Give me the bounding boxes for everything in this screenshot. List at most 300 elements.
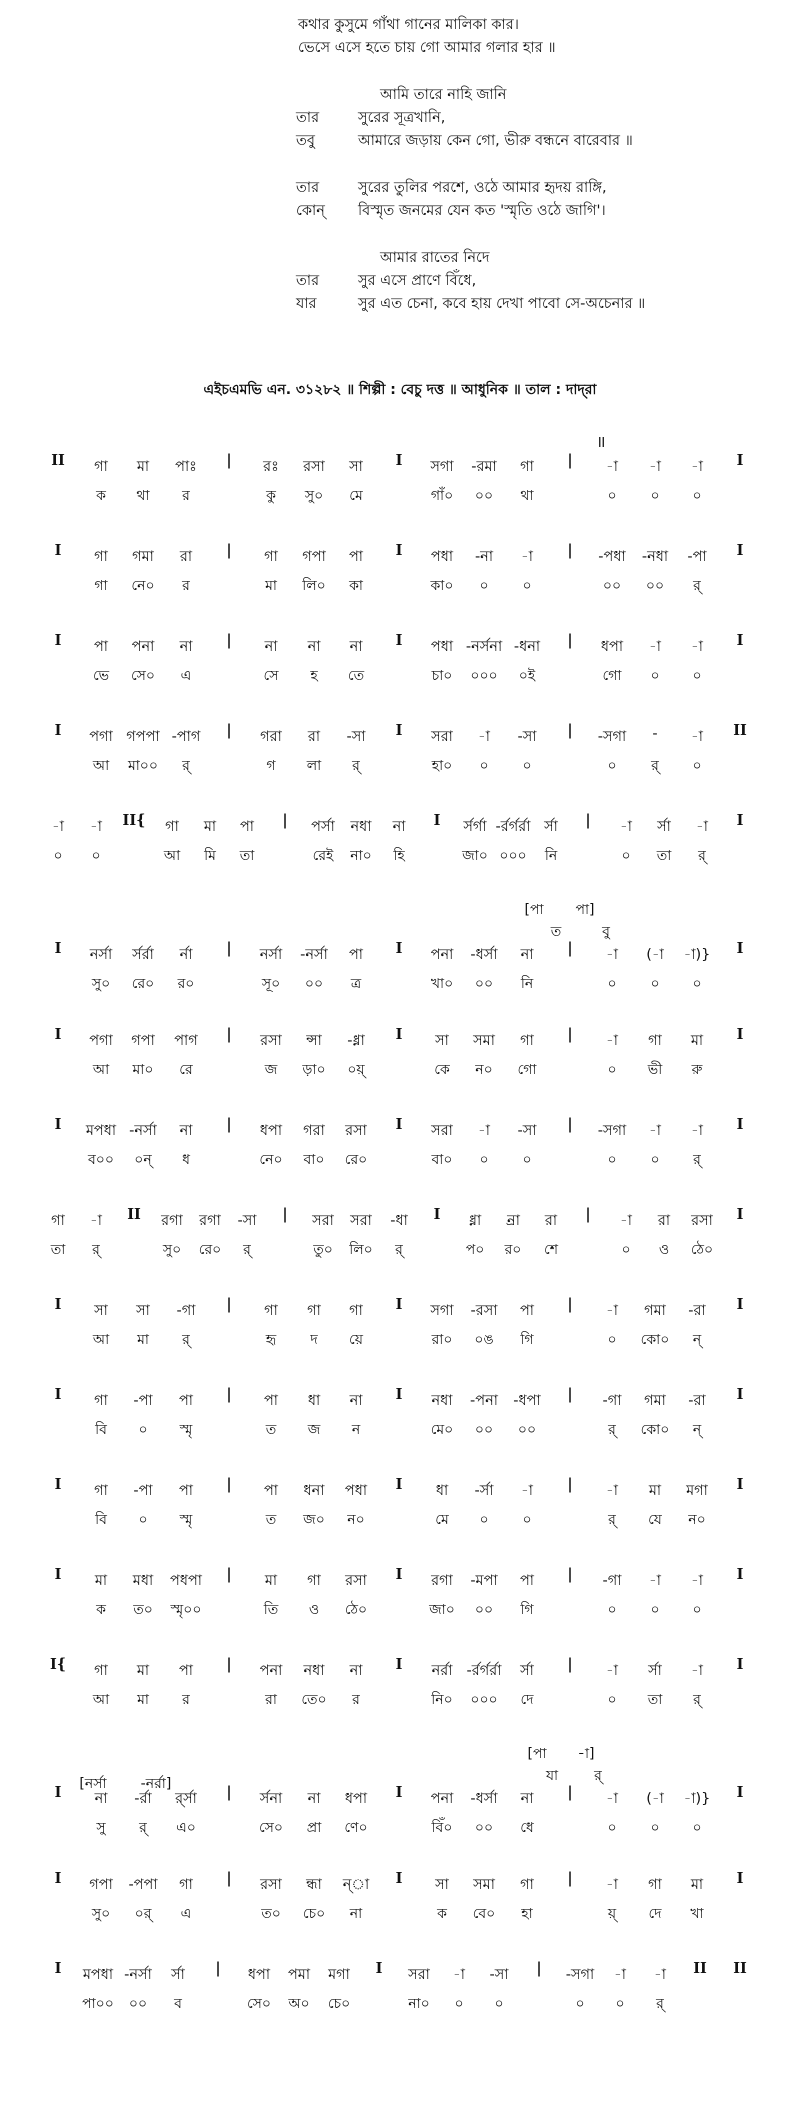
swara-note: -সা (517, 729, 537, 745)
bracket-annotation: র্ (594, 1768, 602, 1784)
swara-line (0, 1116, 800, 1144)
lyric-syllable: ০০০ (499, 848, 527, 864)
lyric-syllable: লা (306, 758, 322, 774)
swara-note: পা (93, 639, 109, 655)
bar-line: I (395, 722, 403, 739)
swara-note: না (264, 639, 278, 655)
lyric-syllable: মা০ (132, 1062, 154, 1078)
swara-note: সরা (431, 1123, 453, 1139)
swara-note: রা (657, 1213, 671, 1229)
lyric-syllable: রু (691, 1062, 703, 1078)
swara-note: ন্ধা (306, 1877, 322, 1893)
lyric-syllable: ০ (575, 1996, 585, 2012)
bar-line: I (736, 1566, 744, 1583)
swara-line (0, 1386, 800, 1414)
lyric-syllable: র্ (243, 1242, 251, 1258)
lyric-syllable: ক (96, 1602, 106, 1618)
swara-note: সগা (430, 1303, 454, 1319)
bar-line: | (567, 722, 573, 739)
swara-note: -া)} (683, 947, 711, 963)
lyric-syllable: প্রা (306, 1820, 322, 1836)
bar-line: I (736, 1386, 744, 1403)
lyric-syllable: ০ (91, 848, 101, 864)
lyric-syllable: ০০ (645, 578, 665, 594)
lyric-syllable: আ (92, 1332, 110, 1348)
swara-note: পা (348, 549, 364, 565)
swara-note: -পা (687, 549, 707, 565)
bar-line: | (567, 542, 573, 559)
swara-note: গরা (303, 1123, 325, 1139)
bar-line: I (736, 452, 744, 469)
lyric-syllable: সু০ (162, 1242, 182, 1258)
swara-note: না (520, 947, 534, 963)
swara-note: পা (263, 1483, 279, 1499)
swara-note: -পনা (470, 1393, 498, 1409)
notation-row (0, 538, 800, 604)
bar-line: I (395, 1296, 403, 1313)
swara-note: সরা (408, 1967, 430, 1983)
swara-note: -া (620, 1213, 632, 1229)
swara-note: গা (648, 1877, 662, 1893)
lyric-syllable: ০ (692, 668, 702, 684)
swara-note: পনা (430, 1791, 454, 1807)
notation-row (0, 1472, 800, 1538)
swara-note: পা (178, 1663, 194, 1679)
swara-note: -া (606, 1303, 618, 1319)
lyric-syllable: র্ (608, 1512, 616, 1528)
swara-note: সা (136, 1303, 150, 1319)
lyrics-line (0, 293, 800, 316)
lyrics-verse (0, 177, 800, 223)
swara-note: সরা (431, 729, 453, 745)
swara-note: -সা (346, 729, 366, 745)
lyric-syllable: রে০ (344, 1152, 368, 1168)
bar-line: I (736, 1870, 744, 1887)
swara-note: রসা (345, 1573, 367, 1589)
lyric-syllable: যে (648, 1512, 662, 1528)
lyric-syllable: ত০ (261, 1906, 281, 1922)
lyric-syllable: পা০০ (82, 1996, 114, 2012)
lyric-syllable: সু০ (91, 1906, 111, 1922)
lyric-syllable: স্মৃ০০ (170, 1602, 202, 1618)
swara-note: ধা (307, 1393, 321, 1409)
swara-note: গা (94, 549, 108, 565)
lyric-syllable: আ (92, 758, 110, 774)
swara-note: ধপা (247, 1967, 271, 1983)
bar-line: | (585, 1206, 591, 1223)
swara-note: -া (614, 1967, 626, 1983)
lyric-syllable-line (0, 1598, 800, 1622)
swara-note: -ধ্না (347, 1033, 365, 1049)
lyric-syllable: কো০ (640, 1422, 670, 1438)
bar-line: I (395, 1476, 403, 1493)
lyric-syllable: গা (94, 578, 108, 594)
lyric-syllable: দে (520, 1692, 534, 1708)
lyric-syllable: ব০০ (88, 1152, 114, 1168)
bar-line: I (736, 1026, 744, 1043)
bar-line: | (226, 1386, 232, 1403)
swara-note: ধপা (600, 639, 624, 655)
lyric-syllable-line (0, 1992, 800, 2016)
bar-line: I (54, 1476, 62, 1493)
lyric-syllable: ন০ (347, 1512, 365, 1528)
swara-note: রগা (199, 1213, 221, 1229)
bar-line: I (736, 1656, 744, 1673)
swara-note: পা (178, 1483, 194, 1499)
lyric-syllable: এ (180, 668, 192, 684)
swara-note: রগা (161, 1213, 183, 1229)
lyric-syllable: ০ (607, 1602, 617, 1618)
swara-note: র্সা (544, 819, 558, 835)
lyrics-line (0, 14, 800, 37)
lyric-syllable: থা (520, 488, 534, 504)
swara-note: পা (519, 1303, 535, 1319)
swara-note: পা (239, 819, 255, 835)
lyric-syllable: মা (137, 1332, 149, 1348)
lyric-syllable: ০ (692, 1820, 702, 1836)
lyric-syllable: ০ই (518, 668, 536, 684)
swara-note: রসা (260, 1033, 282, 1049)
lyric-syllable: ত (265, 1512, 277, 1528)
swara-note: রা (307, 729, 321, 745)
bracket-annotation: পা] (575, 902, 595, 918)
bar-line: I (736, 812, 744, 829)
swara-note: পধা (344, 1483, 368, 1499)
lyric-syllable: ০ (650, 1820, 660, 1836)
lyric-syllable: ০ (650, 976, 660, 992)
bar-line: II (51, 452, 65, 469)
swara-note: -সা (237, 1213, 257, 1229)
swara-note: মধা (132, 1573, 154, 1589)
lyric-syllable: ও (658, 1242, 670, 1258)
swara-note: পধা (430, 549, 454, 565)
bar-line: | (226, 940, 232, 957)
lyric-syllable: থা (136, 488, 150, 504)
swara-note: গা (51, 1213, 65, 1229)
swara-note: পাগ (174, 1033, 198, 1049)
bar-line: I (54, 1870, 62, 1887)
bar-line: | (282, 812, 288, 829)
lyric-syllable: মা০০ (127, 758, 159, 774)
lyric-syllable: হা০ (431, 758, 453, 774)
lyric-syllable: ০ (138, 1422, 148, 1438)
bar-line: I (395, 1566, 403, 1583)
swara-note: গা (264, 1303, 278, 1319)
lyric-syllable: ০ (522, 578, 532, 594)
record-info: এইচএমভি এন. ৩১২৮২ ॥ শিল্পী : বেচু দত্ত ॥ আধুনিক ॥ তাল : দাদ্‌রা (203, 382, 597, 398)
lyric-syllable: ঠে০ (344, 1602, 368, 1618)
swara-note: -নর্সা (300, 947, 328, 963)
swara-note: -া (606, 459, 618, 475)
bar-line: | (567, 940, 573, 957)
swara-note: না (520, 1791, 534, 1807)
lyric-syllable: না০ (408, 1996, 430, 2012)
lyric-syllable: ন্ (692, 1422, 702, 1438)
lyrics-line-label: তার (296, 110, 320, 126)
lyric-syllable: ০ (479, 1152, 489, 1168)
swara-note: সরা (350, 1213, 372, 1229)
lyric-syllable: গো (602, 668, 622, 684)
swara-line (0, 1206, 800, 1234)
lyrics-line-label: তার (296, 180, 320, 196)
swara-note: র্সনা (259, 1791, 283, 1807)
lyrics-line-text: বিস্মৃত জনমের যেন কত 'স্মৃতি ওঠে জাগি'। (358, 203, 606, 219)
swara-note: মা (136, 459, 150, 475)
lyric-syllable-line (0, 972, 800, 996)
swara-note: না (179, 1123, 193, 1139)
swara-note: ধপা (259, 1123, 283, 1139)
notation-row (0, 448, 800, 514)
swara-note: -পা (133, 1483, 153, 1499)
lyric-syllable: জা০ (429, 1602, 455, 1618)
swara-note: -া (521, 549, 533, 565)
swara-line (0, 1476, 800, 1504)
swara-note: সমা (473, 1877, 495, 1893)
lyric-syllable: গি (520, 1602, 534, 1618)
bar-line: II{ (122, 812, 146, 829)
swara-note: ন্রা (506, 1213, 520, 1229)
bar-line: I (54, 940, 62, 957)
swara-line (0, 1656, 800, 1684)
lyric-syllable: র্ (608, 1422, 616, 1438)
swara-note: -া (649, 1573, 661, 1589)
swara-note: -া (453, 1967, 465, 1983)
notation-row (0, 1292, 800, 1358)
lyric-syllable: ০ (607, 758, 617, 774)
bar-line: I (395, 940, 403, 957)
lyric-syllable: গি (520, 1332, 534, 1348)
swara-note: -পাগ (171, 729, 201, 745)
bar-line: | (282, 1206, 288, 1223)
swara-note: র্সা (648, 1663, 662, 1679)
swara-note: -সগা (597, 1123, 627, 1139)
swara-note: -গা (602, 1393, 622, 1409)
lyric-syllable: ০ (607, 1692, 617, 1708)
lyric-syllable: ০ (692, 1602, 702, 1618)
lyric-syllable: ০০ (474, 488, 494, 504)
swara-note: র্সা (171, 1967, 185, 1983)
bar-line: I (736, 1116, 744, 1133)
bar-line: I (395, 1784, 403, 1801)
swara-note: গা (94, 1393, 108, 1409)
lyric-syllable: ০০ (128, 1996, 148, 2012)
lyric-syllable: ০ (479, 578, 489, 594)
lyric-syllable: ০০ (304, 976, 324, 992)
lyric-syllable: কা (349, 578, 363, 594)
swara-note: -নধা (641, 549, 669, 565)
lyric-syllable: না (349, 1906, 363, 1922)
bar-line: I (375, 1960, 383, 1977)
lyric-syllable-line (0, 1688, 800, 1712)
swara-note: মা (94, 1573, 108, 1589)
swara-note: -া (691, 1573, 703, 1589)
swara-note: -া (478, 729, 490, 745)
lyric-syllable: লি০ (349, 1242, 373, 1258)
swara-note: মা (264, 1573, 278, 1589)
lyric-syllable: শে (544, 1242, 558, 1258)
lyric-syllable: য়ে (349, 1332, 363, 1348)
lyric-syllable: ০ (650, 1602, 660, 1618)
swara-note: পাঃ (175, 459, 197, 475)
lyric-syllable-line (0, 1058, 800, 1082)
swara-note: -া (606, 947, 618, 963)
swara-note: গমা (132, 549, 154, 565)
lyric-syllable: মা (137, 1692, 149, 1708)
lyric-syllable: র্ (139, 1820, 147, 1836)
lyric-syllable: ভে (92, 668, 110, 684)
lyric-syllable: ০০০ (470, 1692, 498, 1708)
swara-note: রা (544, 1213, 558, 1229)
bar-line: | (226, 542, 232, 559)
swara-line (0, 1026, 800, 1054)
swara-note: রসা (691, 1213, 713, 1229)
lyric-syllable: র্ (395, 1242, 403, 1258)
swara-note: -ধপা (513, 1393, 541, 1409)
swara-note: -না (474, 549, 494, 565)
lyrics-line (0, 130, 800, 153)
bar-line: | (567, 1870, 573, 1887)
swara-note: -া (691, 1663, 703, 1679)
swara-note: না (94, 1791, 108, 1807)
swara-note: রসা (345, 1123, 367, 1139)
swara-note: পধা (430, 639, 454, 655)
lyrics-line (0, 37, 800, 60)
swara-note: মগা (686, 1483, 708, 1499)
swara-note: -গা (602, 1573, 622, 1589)
lyric-syllable: জ (307, 1422, 321, 1438)
swara-note: -া (691, 459, 703, 475)
lyric-syllable: ০০০ (470, 668, 498, 684)
lyric-syllable: ঠে০ (690, 1242, 714, 1258)
notation-row (0, 1382, 800, 1448)
swara-note: ধপা (344, 1791, 368, 1807)
swara-note: মগা (328, 1967, 350, 1983)
lyric-syllable: রেই (312, 848, 334, 864)
lyric-syllable: প০ (465, 1242, 485, 1258)
bar-line: I (54, 1296, 62, 1313)
bar-line: I (736, 1296, 744, 1313)
notation-row (0, 1866, 800, 1932)
lyric-syllable: ০ঙ (474, 1332, 494, 1348)
bar-line: I (395, 632, 403, 649)
lyric-syllable: খা (690, 1906, 704, 1922)
bracket-annotation: যা (545, 1768, 559, 1784)
lyric-syllable: আ (163, 848, 181, 864)
lyrics-verse (0, 14, 800, 60)
lyric-syllable: ০০ (474, 1602, 494, 1618)
bar-line: | (567, 1656, 573, 1673)
swara-note: পা (348, 947, 364, 963)
swara-note: গপপা (126, 729, 160, 745)
lyric-syllable: হ (310, 668, 318, 684)
lyrics-line (0, 270, 800, 293)
lyric-syllable-line (0, 664, 800, 688)
lyric-syllable-line (0, 484, 800, 508)
swara-note: -া (606, 1033, 618, 1049)
bar-line: | (226, 722, 232, 739)
bar-line: | (567, 1026, 573, 1043)
lyric-syllable: সূ০ (261, 976, 281, 992)
swara-note: পনা (131, 639, 155, 655)
lyric-syllable: র্ (693, 1692, 701, 1708)
lyric-syllable: কো০ (640, 1332, 670, 1348)
swara-note: -র্রর্গর্রা (495, 819, 531, 835)
swara-note: গা (349, 1303, 363, 1319)
bar-line: | (567, 1296, 573, 1313)
lyric-syllable: র্ (182, 758, 190, 774)
lyric-syllable: চে০ (327, 1996, 351, 2012)
lyric-syllable-line (0, 574, 800, 598)
lyric-syllable: ০০ (474, 1422, 494, 1438)
swara-note: পগা (89, 1033, 113, 1049)
swara-note: রসা (303, 459, 325, 475)
swara-note: র্সা (520, 1663, 534, 1679)
lyrics-line-label: যার (296, 296, 317, 312)
lyric-syllable: মে০ (430, 1422, 454, 1438)
bar-line: I (736, 1206, 744, 1223)
swara-note: -ধনা (513, 639, 541, 655)
swara-note: গা (520, 1877, 534, 1893)
lyric-syllable: লি০ (302, 578, 326, 594)
lyric-syllable: স্মৃ (179, 1512, 193, 1528)
lyrics-line-text: আমার রাতের নিদে (380, 250, 490, 266)
lyric-syllable: র্ (693, 1152, 701, 1168)
lyric-syllable: হা (521, 1906, 533, 1922)
swara-note: না (349, 1663, 363, 1679)
bar-line: | (226, 1784, 232, 1801)
swara-note: ধ্না (468, 1213, 482, 1229)
lyric-syllable: মে (349, 488, 363, 504)
lyric-syllable: য়্ (607, 1906, 617, 1922)
swara-note: ধা (435, 1483, 449, 1499)
swara-line (0, 542, 800, 570)
swara-note: না (349, 639, 363, 655)
lyric-syllable: ০০ (474, 1820, 494, 1836)
lyric-syllable-line (0, 1816, 800, 1840)
swara-note: -ধা (390, 1213, 408, 1229)
swara-note: নর্সা (89, 947, 113, 963)
lyric-syllable: সু০ (91, 976, 111, 992)
swara-note: -া (478, 1123, 490, 1139)
swara-note: -া (90, 819, 102, 835)
lyrics-line-text: সুর এসে প্রাণে বিঁধে, (358, 273, 477, 289)
swara-note: -া (654, 1967, 666, 1983)
bar-line: II (733, 1960, 747, 1977)
lyrics-block (0, 14, 800, 340)
bar-line: I (433, 1206, 441, 1223)
swara-note: -া (649, 639, 661, 655)
swara-note: র্র্সা (175, 1791, 197, 1807)
lyric-syllable: সে০ (258, 1820, 284, 1836)
swara-note: -গা (176, 1303, 196, 1319)
lyric-syllable: না০ (350, 848, 372, 864)
bar-line: I (54, 722, 62, 739)
bar-line: I (736, 1476, 744, 1493)
swara-note: -রা (688, 1303, 706, 1319)
lyric-syllable: অ০ (288, 1996, 310, 2012)
lyric-syllable: জা০ (462, 848, 488, 864)
bracket-annotation: বু (602, 924, 610, 940)
lyric-syllable: কু (266, 488, 276, 504)
lyric-syllable: র (182, 488, 190, 504)
swara-note: গা (94, 1663, 108, 1679)
swara-note: মপধা (82, 1967, 114, 1983)
lyric-syllable: র০ (504, 1242, 522, 1258)
swara-note: মা (136, 1663, 150, 1679)
lyric-syllable: ধ (182, 1152, 190, 1168)
swara-line (0, 1960, 800, 1988)
lyric-syllable: ০ (494, 1996, 504, 2012)
